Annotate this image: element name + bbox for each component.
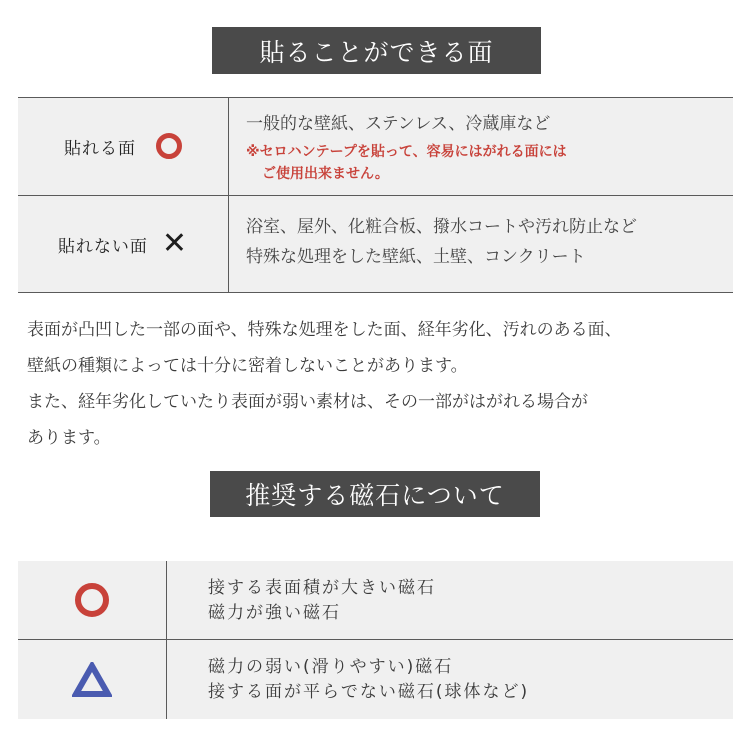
row-content-stickable <box>246 109 723 185</box>
warning-note-line: ※セロハンテープを貼って、容易にはがれる面には <box>246 144 567 160</box>
cross-icon: ✕ <box>161 226 189 261</box>
table-column-divider <box>166 561 167 719</box>
section-title-magnets: 推奨する磁石について <box>210 471 540 517</box>
caution-paragraph <box>27 312 737 456</box>
row-content-not-stickable <box>246 212 723 272</box>
row-label-text: 貼れない面 <box>57 236 148 257</box>
conditional-cell <box>208 655 723 705</box>
recommended-cell <box>208 576 723 626</box>
paragraph-line: 表面が凸凹した一部の面や、特殊な処理をした面、経年劣化、汚れのある面、 <box>27 320 622 340</box>
row-text: 接する表面積が大きい磁石 <box>208 578 436 598</box>
symbol-cell <box>18 640 166 719</box>
row-text: 磁力の弱い(滑りやすい)磁石 <box>208 657 454 677</box>
symbol-cell <box>18 561 166 639</box>
triangle-icon <box>72 662 112 698</box>
row-label-text: 貼れる面 <box>64 138 136 159</box>
paragraph-line: あります。 <box>27 428 111 448</box>
row-text: 一般的な壁紙、ステンレス、冷蔵庫など <box>246 114 551 134</box>
table-column-divider <box>228 97 229 293</box>
section-title-surfaces: 貼ることができる面 <box>212 27 541 74</box>
row-text: 浴室、屋外、化粧合板、撥水コートや汚れ防止など <box>246 217 637 237</box>
row-text: 磁力が強い磁石 <box>208 603 341 623</box>
table-divider <box>18 292 733 293</box>
circle-icon <box>75 583 109 617</box>
warning-note-line: ご使用出来ません。 <box>262 166 389 182</box>
row-text: 特殊な処理をした壁紙、土壁、コンクリート <box>246 247 586 267</box>
row-text: 接する面が平らでない磁石(球体など) <box>208 682 530 702</box>
surfaces-table <box>18 97 733 293</box>
warning-note <box>246 141 723 185</box>
row-label-stickable <box>18 97 228 195</box>
paragraph-line: 壁紙の種類によっては十分に密着しないことがあります。 <box>27 356 468 376</box>
row-label-not-stickable <box>18 196 228 292</box>
paragraph-line: また、経年劣化していたり表面が弱い素材は、その一部がはがれる場合が <box>27 392 588 412</box>
circle-icon <box>156 133 182 159</box>
magnets-table <box>18 561 733 719</box>
